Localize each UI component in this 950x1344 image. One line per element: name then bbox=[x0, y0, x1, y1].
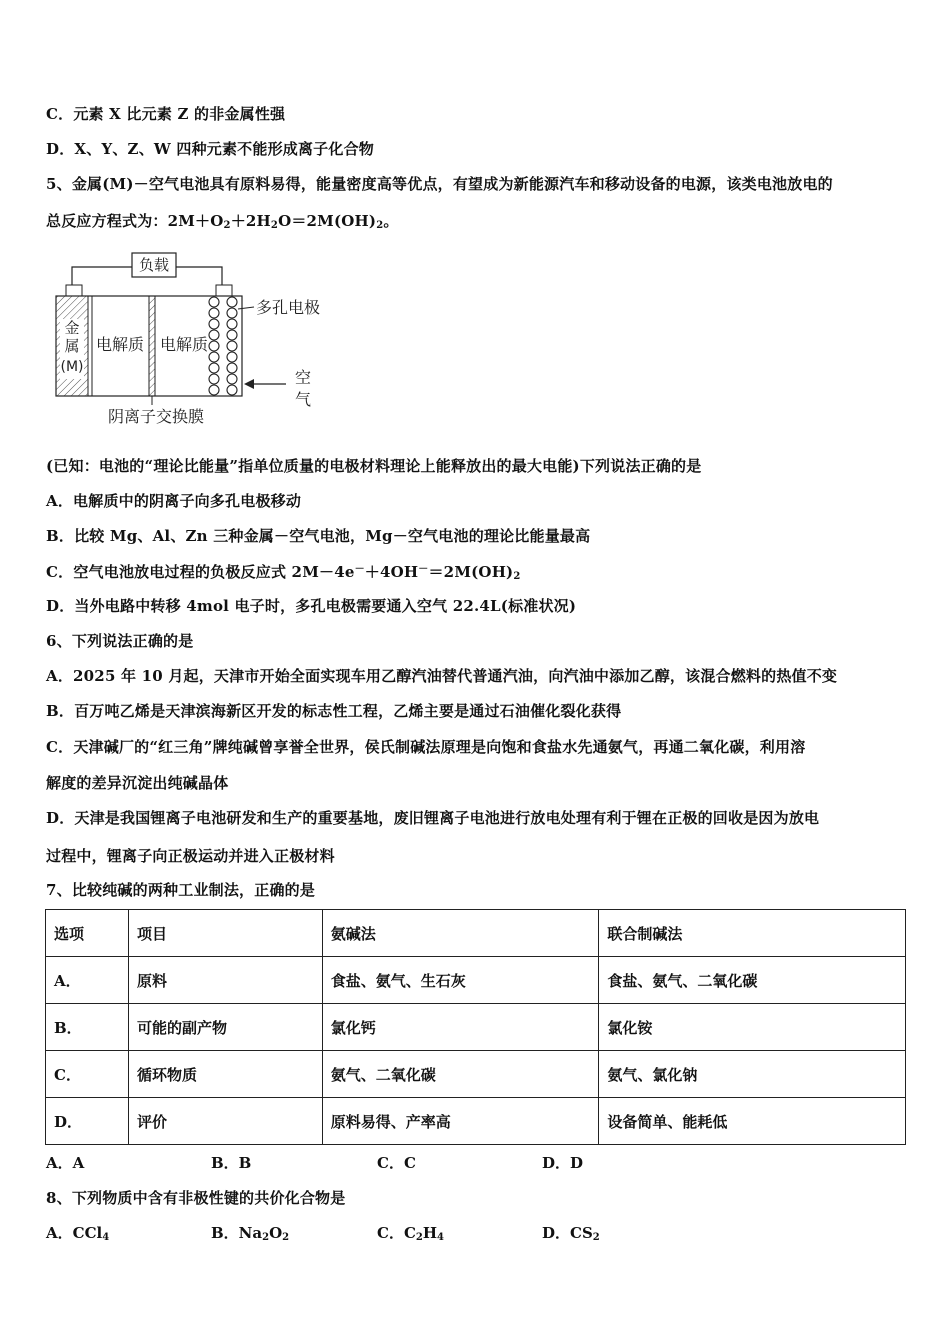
q8-optc-mid: H bbox=[422, 1224, 438, 1242]
q8-optb-mid: O bbox=[269, 1224, 283, 1242]
q5-h2o-subscript: 2 bbox=[270, 220, 279, 231]
table-cell: 氯化钙 bbox=[322, 1004, 599, 1051]
porous-electrode-label: 多孔电极 bbox=[256, 298, 321, 317]
terminal-right bbox=[216, 285, 232, 296]
q8-opta-text: A．CCl bbox=[46, 1224, 103, 1242]
table-cell: B． bbox=[46, 1004, 129, 1051]
q5-option-a: A．电解质中的阴离子向多孔电极移动 bbox=[46, 492, 302, 510]
q6-option-a: A．2025 年 10 月起，天津市开始全面实现车用乙醇汽油替代普通汽油，向汽油中添加乙醇，该混合燃料的热值不变 bbox=[46, 667, 838, 685]
q7-option-d: D．D bbox=[542, 1154, 584, 1172]
table-cell: D． bbox=[46, 1098, 129, 1145]
table-cell: 原料易得、产率高 bbox=[322, 1098, 599, 1145]
table-row bbox=[46, 957, 906, 1004]
metal-label-1: 金 bbox=[64, 319, 80, 337]
q6-option-c-line1: C．天津碱厂的“红三角”牌纯碱曾享誉全世界，侯氏制碱法原理是向饱和食盐水先通氨气，再通二氧化碳，利用溶 bbox=[46, 738, 806, 756]
table-cell: 设备简单、能耗低 bbox=[599, 1098, 906, 1145]
table-header-cell: 联合制碱法 bbox=[599, 910, 906, 957]
q7-option-c: C．C bbox=[377, 1154, 416, 1172]
q5-stem-line2 bbox=[46, 210, 399, 231]
q8-option-b bbox=[211, 1222, 289, 1243]
q7-option-a: A．A bbox=[46, 1154, 85, 1172]
q5-note: (已知：电池的“理论比能量”指单位质量的电极材料理论上能释放出的最大电能)下列说法正确的是 bbox=[46, 457, 702, 475]
q5-stem-line1: 5、金属(M)－空气电池具有原料易得，能量密度高等优点，有望成为新能源汽车和移动设备的电源，该类电池放电的 bbox=[46, 175, 833, 193]
table-cell: C． bbox=[46, 1051, 129, 1098]
air-label-2: 气 bbox=[294, 390, 312, 409]
q5-option-d: D．当外电路中转移 4mol 电子时，多孔电极需要通入空气 22.4L(标准状况) bbox=[46, 597, 577, 615]
table-row bbox=[46, 1051, 906, 1098]
q4-option-d: D．X、Y、Z、W 四种元素不能形成离子化合物 bbox=[46, 140, 374, 158]
table-cell: 食盐、氨气、生石灰 bbox=[322, 957, 599, 1004]
q8-optd-sub: 2 bbox=[592, 1232, 600, 1243]
q5-equation-end: 。 bbox=[383, 212, 399, 230]
q8-optc-sub2: 4 bbox=[437, 1232, 445, 1243]
q8-optd-text: D．CS bbox=[542, 1224, 593, 1242]
table-cell: 循环物质 bbox=[128, 1051, 322, 1098]
membrane-label: 阴离子交换膜 bbox=[107, 407, 205, 426]
q5-oh-subscript: 2 bbox=[376, 220, 384, 231]
q5-equation-suffix: O＝2M(OH) bbox=[278, 212, 377, 230]
q4-option-c: C．元素 X 比元素 Z 的非金属性强 bbox=[46, 105, 286, 123]
table-row bbox=[46, 1098, 906, 1145]
wire-left bbox=[72, 267, 132, 285]
table-row bbox=[46, 1004, 906, 1051]
table-header-cell: 选项 bbox=[46, 910, 129, 957]
q5-optc-prefix: C．空气电池放电过程的负极反应式 2M－4e bbox=[46, 563, 355, 581]
table-cell: 氯化铵 bbox=[599, 1004, 906, 1051]
q5-option-b: B．比较 Mg、Al、Zn 三种金属－空气电池，Mg－空气电池的理论比能量最高 bbox=[46, 527, 591, 545]
q8-stem: 8、下列物质中含有非极性键的共价化合物是 bbox=[46, 1189, 346, 1207]
q5-equation-mid: ＋2H bbox=[230, 212, 271, 230]
q6-option-d-line1: D．天津是我国锂离子电池研发和生产的重要基地，废旧锂离子电池进行放电处理有利于锂在正极的回收是因为放电 bbox=[46, 809, 820, 827]
table-cell: 食盐、氨气、二氧化碳 bbox=[599, 957, 906, 1004]
q8-optb-sub2: 2 bbox=[282, 1232, 290, 1243]
wire-right bbox=[176, 267, 222, 285]
q5-o2-subscript: 2 bbox=[223, 220, 231, 231]
q5-optc-sup1: － bbox=[354, 564, 365, 575]
q6-option-d-line2: 过程中，锂离子向正极运动并进入正极材料 bbox=[46, 847, 335, 865]
q7-option-b: B．B bbox=[211, 1154, 252, 1172]
q5-option-c bbox=[46, 560, 521, 582]
q8-optb-text: B．Na bbox=[211, 1224, 263, 1242]
q8-option-d bbox=[542, 1222, 600, 1243]
metal-label-2: 属 bbox=[64, 337, 80, 355]
q5-optc-sup2: － bbox=[418, 564, 429, 575]
table-cell: 评价 bbox=[128, 1098, 322, 1145]
q7-comparison-table bbox=[45, 909, 906, 1145]
table-cell: 氨气、二氧化碳 bbox=[322, 1051, 599, 1098]
metal-label-3: (M) bbox=[60, 359, 84, 375]
q6-option-c-line2: 解度的差异沉淀出纯碱晶体 bbox=[46, 774, 229, 792]
q5-equation-prefix: 总反应方程式为：2M＋O bbox=[46, 212, 224, 230]
q8-option-c bbox=[377, 1222, 444, 1243]
q8-opta-sub: 4 bbox=[102, 1232, 110, 1243]
electrolyte-left-label: 电解质 bbox=[95, 335, 145, 354]
q5-optc-suffix: ＝2M(OH) bbox=[428, 563, 514, 581]
table-cell: 原料 bbox=[128, 957, 322, 1004]
q7-stem: 7、比较纯碱的两种工业制法，正确的是 bbox=[46, 881, 316, 899]
table-header-row bbox=[46, 910, 906, 957]
anion-exchange-membrane bbox=[149, 296, 155, 396]
porous-electrode bbox=[209, 297, 237, 395]
q5-optc-sub: 2 bbox=[513, 571, 521, 582]
q6-stem: 6、下列说法正确的是 bbox=[46, 632, 194, 650]
air-label-1: 空 bbox=[294, 368, 312, 387]
terminal-left bbox=[66, 285, 82, 296]
table-header-cell: 项目 bbox=[128, 910, 322, 957]
table-cell: 可能的副产物 bbox=[128, 1004, 322, 1051]
q6-option-b: B．百万吨乙烯是天津滨海新区开发的标志性工程，乙烯主要是通过石油催化裂化获得 bbox=[46, 702, 622, 720]
q8-optc-sub1: 2 bbox=[415, 1232, 423, 1243]
q8-option-a bbox=[46, 1222, 109, 1243]
table-cell: 氨气、氯化钠 bbox=[599, 1051, 906, 1098]
electrolyte-right-label: 电解质 bbox=[159, 335, 209, 354]
battery-diagram bbox=[50, 247, 340, 432]
table-header-cell: 氨碱法 bbox=[322, 910, 599, 957]
table-cell: A． bbox=[46, 957, 129, 1004]
q5-optc-mid: ＋4OH bbox=[364, 563, 419, 581]
load-label: 负载 bbox=[138, 256, 170, 274]
q8-optc-text: C．C bbox=[377, 1224, 416, 1242]
q8-optb-sub1: 2 bbox=[262, 1232, 270, 1243]
